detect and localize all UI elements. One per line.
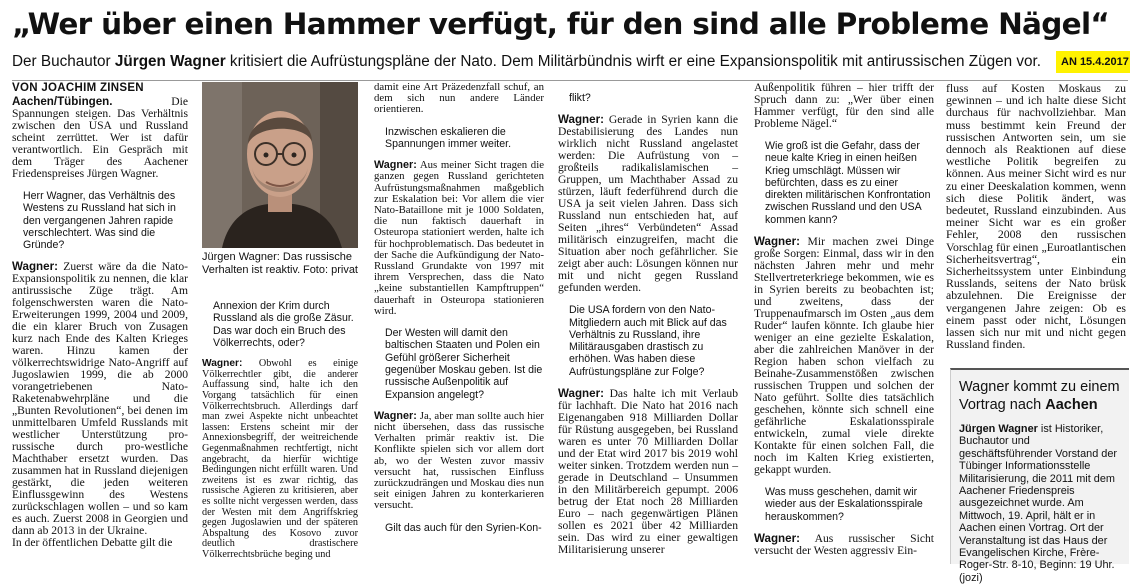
speaker-label: Wagner: (12, 260, 58, 274)
photo-caption-text: Jürgen Wagner: Das russische Verhalten ist reaktiv. (202, 251, 352, 276)
info-box-text: ist Historiker, Buchautor und geschäftsführender Vorstand der Tübinger Informationsstelle Militarisierung, die 2011 mit dem Aachener Friedenspreis ausgezeichnet wurde. Am Mittwoch, 19. April, hält er in Aachen einen Vortrag. Ort der Veranstaltung ist das Haus der Evangelischen Kirche, Frère-Roger-Str. 8-10, Beginn: 19 Uhr. (jozi) (959, 423, 1118, 584)
article-column-4 (558, 82, 738, 556)
article-column-6 (946, 82, 1126, 350)
body-paragraph: fluss auf Kosten Moskaus zu gewinnen – und ich halte diese Sicht durchaus für nachvollziehbar. Man muss bestimmt kein Freund der russischen Antworten sein, um sie dennoch als Reaktionen auf diese westliche Politik begreifen zu können. Aus meiner Sicht wird es nur zu einer Deeskalation kommen, wenn sich diese Politik ändert, was bedeutet, Russland einzubinden. Aus meiner Sicht war es ein großer Fehler, 2008 den russischen Vorschlag für einen „Euroatlantischen Sicherheitsvertrag“, ein Sicherheitssystem unter Einbindung Russlands, seitens der Nato brüsk abzulehnen. Die Ereignisse der vergangenen Jahre zeigen: Ob es einem passt oder nicht, Lösungen lassen sich nur mit und nicht gegen Russland finden. (946, 81, 1126, 352)
interview-answer (754, 236, 934, 476)
subline (12, 51, 1041, 73)
interview-question: Herr Wagner, das Verhältnis des Westens zu Russland hat sich in den vergangenen Jahren rapide verschlechtert. Was sind die Gründe? (23, 190, 176, 252)
article-column-2 (202, 290, 358, 560)
paragraph-text: Ja, aber man sollte auch hier nicht übersehen, dass das russische Verhalten primär reaktiv ist. Die Konflikte spielen sich vor allem dort ab, wo der Westen zuvor massiv versucht hat, russischen Einfluss zurückzudrängen und Moskau dies nun seit einigen Jahren zu konterkarieren versucht. (374, 409, 544, 512)
interview-question: Wie groß ist die Gefahr, dass der neue kalte Krieg in einen heißen Krieg umschlägt. Müssen wir befürchten, dass es zu einer direkten militärischen Konfrontation zwischen Russland und den USA kommen kann? (765, 140, 931, 226)
paragraph-text: Mir machen zwei Dinge große Sorgen: Einmal, dass wir in den nächsten Jahren mehr und mehr Stellvertreterkriege bekommen, wie es in Syrien bereits zu beobachten ist; und zweitens, dass der Truppenaufmarsch im Osten „aus dem Ruder“ laufen könnte. Ich glaube hier weniger an eine gezielte Eskalation, aber die zahlreichen Manöver in der Region haben schon vielfach zu Beinahe-Zusammenstößen zwischen russischen Truppen und solchen der Nato geführt. Sollte dies tatsächlich geschehen, könnte sich schnell eine gefährliche Eskalationsspirale entwickeln, zumal viele direkte Kontakte für einen solchen Fall, die noch im Kalten Krieg existierten, gekappt wurden. (754, 235, 934, 477)
photo-credit: Foto: privat (302, 264, 358, 276)
paragraph-text: Obwohl es einige Völkerrechtler gibt, die anderer Auffassung sind, halte ich den Vorgang tatsächlich für einen Völkerrechtsbruch. Allerdings darf man zwei Aspekte nicht unbeachtet lassen: Erstens scheint mir der Annexionsbegriff, der weitreichende Gegenmaßnahmen rechtfertigt, nicht angebracht, da hierfür wichtige Bedingungen nicht erfüllt waren. Und zweitens ist es zwar richtig, das russische Agieren zu kritisieren, aber es sollte nicht vergessen werden, dass der Westen mit dem Angriffskrieg gegen Jugoslawien und der späteren Abspaltung des Kosovo zuvor deutlich drastischere Völkerrechtsbrüche beging und (202, 358, 358, 560)
interview-question: Der Westen will damit den baltischen Staaten und Polen ein Gefühl größerer Sicherheit gegenüber Moskau geben. Ist die russische Außenpolitik auf Expansion angelegt? (385, 327, 543, 401)
paragraph-text: Zuerst wäre da die Nato-Expansionspolitik zu nennen, die klar antirussische Züge trägt. Am folgenschwersten waren die Nato-Erweiterungen 1999, 2004 und 2009, die ein klarer Bruch von Zusagen kurz nach Ende des Kalten Krieges waren. Hinzu kamen der völkerrechtswidrige Nato-Angriff auf Jugoslawien 1999, die ab 2000 vorangetriebenen Nato-Raketenabwehrpläne und die „Bunten Revolutionen“, bei denen im unmittelbaren Umfeld Russlands mit westlicher Unterstützung pro-russische durch pro-westliche Machthaber ersetzt wurden. Das zusammen hat in Russland diejenigen gestärkt, die jeden weiteren Einflussgewinn des Westens zurückschlagen wollen – und so kam es auch. Zuerst 2008 in Georgien und dann ab 2013 in der Ukraine. (12, 260, 188, 538)
paragraph-text: Die Spannungen steigen. Das Verhältnis zwischen den USA und Russland scheint zerrüttet. Wer ist dafür verantwortlich. Ein Gespräch mit dem Träger des Aachener Friedenspreises Jürgen Wagner. (12, 95, 188, 180)
dateline: Aachen/Tübingen. (12, 95, 113, 108)
article-column-5 (754, 82, 934, 557)
speaker-label: Wagner: (374, 159, 417, 172)
paragraph-text: Aus meiner Sicht tragen die ganzen gegen Russland gerichteten Aufrüstungsmaßnahmen maßgeblich zur Eskalation bei: Vor allem die vier Nato-Bataillone mit je 1000 Soldaten, die nun faktisch dauerhaft in Osteuropa stationiert werden, halte ich für hochproblematisch. Das bedeutet in der Sache die Aufkündigung der Nato-Russland Grundakte von 1997 mit ihrem Versprechen, dass die Nato „keine substantiellen Kampftruppen“ dauerhaft in Osteuropa stationieren wird. (374, 159, 544, 317)
speaker-label: Wagner: (754, 235, 800, 249)
interview-answer (12, 261, 188, 537)
info-box (950, 368, 1129, 584)
interview-question: Inzwischen eskalieren die Spannungen immer weiter. (385, 125, 512, 150)
date-badge: AN 15.4.2017 (1056, 51, 1130, 73)
interview-question: Was muss geschehen, damit wir wieder aus der Eskalationsspirale herauskommen? (765, 486, 923, 523)
info-box-name: Jürgen Wagner (959, 423, 1038, 435)
interview-question: Die USA fordern von den Nato-Mitgliedern auch mit Blick auf das Verhältnis zu Russland, ihre Militärausgaben drastisch zu erhöhen. Was haben diese Aufrüstungspläne zur Folge? (569, 304, 727, 378)
subline-name: Jürgen Wagner (114, 53, 226, 70)
interview-question: Gilt das auch für den Syrien-Kon- (385, 521, 542, 534)
body-paragraph: In der öffentlichen Debatte gilt die (12, 536, 173, 550)
interview-answer (558, 388, 738, 556)
info-box-title-text: Wagner kommt zu einem Vortrag nach (959, 379, 1120, 413)
subline-before: Der Buchautor (12, 53, 115, 70)
article-lead (12, 96, 188, 180)
speaker-label: Wagner: (202, 358, 243, 370)
article-column-1 (12, 96, 188, 549)
info-box-body (959, 423, 1123, 584)
interview-question: Annexion der Krim durch Russland als die große Zäsur. Das war doch ein Bruch des Völkerrechts, oder? (213, 300, 354, 349)
interview-answer (754, 533, 934, 557)
paragraph-text: Gerade in Syrien kann die Destabilisierung des Landes nun wirklich nicht Russland angelastet werden: Die Aufrüstung von – großteils radikalislamischen – Gruppen, um Machthaber Assad zu stürzen, läuft federführend durch die USA ja seit vielen Jahren. Dass sich Russland nun entschieden hat, auf Seiten „ihres“ Verbündeten“ Assad militärisch einzugreifen, macht die Situation aber noch gefährlicher. Sie zeigt aber auch: Lösungen können nur mit und nicht gegen Russland gefunden werden. (558, 113, 738, 295)
portrait-illustration (202, 82, 358, 248)
paragraph-text: Aus russischer Sicht versucht der Westen aggressiv Ein- (754, 531, 934, 557)
article-column-3 (374, 82, 544, 544)
interview-question: flikt? (569, 92, 591, 104)
info-box-title-city: Aachen (1045, 397, 1098, 413)
photo-caption (202, 251, 358, 277)
info-box-title (959, 378, 1123, 414)
body-paragraph: damit eine Art Präzedenzfall schuf, an dem sich nun andere Länder orientieren. (374, 81, 544, 116)
author-photo (202, 82, 358, 248)
speaker-label: Wagner: (754, 531, 800, 545)
subline-after: kritisiert die Aufrüstungspläne der Nato. Dem Militärbündnis wirft er eine Expansionspolitik mit antirussischen Zügen vor. (225, 53, 1042, 70)
interview-answer (558, 114, 738, 294)
interview-answer (202, 359, 358, 560)
speaker-label: Wagner: (558, 113, 604, 127)
headline: „Wer über einen Hammer verfügt, für den sind alle Probleme Nägel“ (12, 7, 1110, 41)
paragraph-text: Das halte ich mit Verlaub für lachhaft. Die Nato hat 2016 nach Eigenangaben 918 Milliarden Dollar für Rüstung ausgegeben, bei Russland waren es unter 70 Milliarden Dollar und der Etat wird 2017 bis 2019 wohl weiter sinken. Trotzdem werden nun – gerade in Deutschland – Unsummen in den Militärbereich gepumpt. 2006 betrug der Etat noch 28 Milliarden Euro – nach gegenwärtigen Plänen sollen es 2021 über 42 Milliarden sein. Das wird zu einer gewaltigen Militarisierung unserer (558, 387, 738, 557)
body-paragraph: Außenpolitik führen – hier trifft der Spruch dann zu: „Wer über einen Hammer verfügt, für den sind alle Probleme Nägel.“ (754, 81, 934, 130)
speaker-label: Wagner: (558, 387, 604, 401)
speaker-label: Wagner: (374, 409, 417, 422)
byline: VON JOACHIM ZINSEN (12, 82, 144, 94)
interview-answer (374, 411, 544, 512)
interview-answer (374, 160, 544, 317)
